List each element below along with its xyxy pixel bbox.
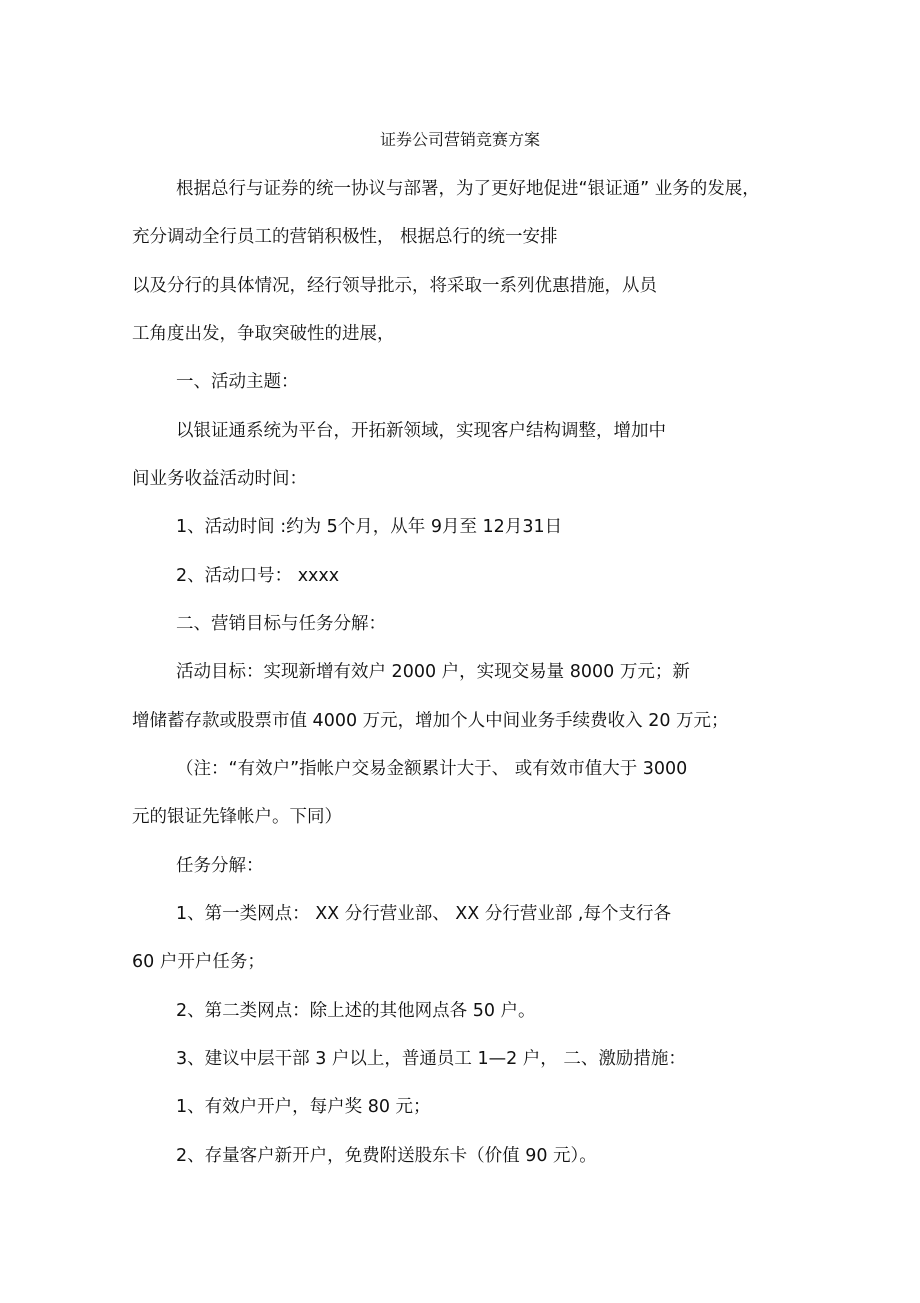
list-item: 3、建议中层干部 3 户以上，普通员工 1—2 户， 二、激励措施： [176,1049,686,1069]
section-heading: 二、营销目标与任务分解： [176,614,386,634]
note-line: （注：“有效户”指帐户交易金额累计大于、 或有效市值大于 3000 [176,759,688,779]
paragraph-line: 间业务收益活动时间： [132,469,307,489]
paragraph-line: 活动目标：实现新增有效户 2000 户，实现交易量 8000 万元；新 [176,662,690,682]
paragraph-line: 以及分行的具体情况，经行领导批示，将采取一系列优惠措施，从员 [132,276,657,296]
list-item: 2、活动口号： xxxx [176,566,340,586]
document-title: 证券公司营销竞赛方案 [379,130,540,149]
subsection-heading: 任务分解： [176,856,264,876]
paragraph-line: 工角度出发，争取突破性的进展， [132,324,395,344]
paragraph-line: 根据总行与证券的统一协议与部署，为了更好地促进“银证通” 业务的发展， [176,179,760,199]
list-item: 60 户开户任务； [132,952,265,972]
section-heading: 一、活动主题： [176,372,299,392]
paragraph-line: 增储蓄存款或股票市值 4000 万元，增加个人中间业务手续费收入 20 万元； [132,711,729,731]
paragraph-line: 充分调动全行员工的营销积极性， 根据总行的统一安排 [132,227,558,247]
list-item: 2、存量客户新开户，免费附送股东卡（价值 90 元）。 [176,1146,597,1166]
list-item: 1、活动时间 :约为 5个月，从年 9月至 12月31日 [176,517,563,537]
list-item: 1、有效户开户，每户奖 80 元； [176,1097,431,1117]
list-item: 2、第二类网点：除上述的其他网点各 50 户。 [176,1001,536,1021]
paragraph-line: 以银证通系统为平台，开拓新领域，实现客户结构调整，增加中 [176,421,666,441]
note-line: 元的银证先锋帐户。下同） [132,807,342,827]
list-item: 1、第一类网点： XX 分行营业部、 XX 分行营业部 ,每个支行各 [176,904,671,924]
